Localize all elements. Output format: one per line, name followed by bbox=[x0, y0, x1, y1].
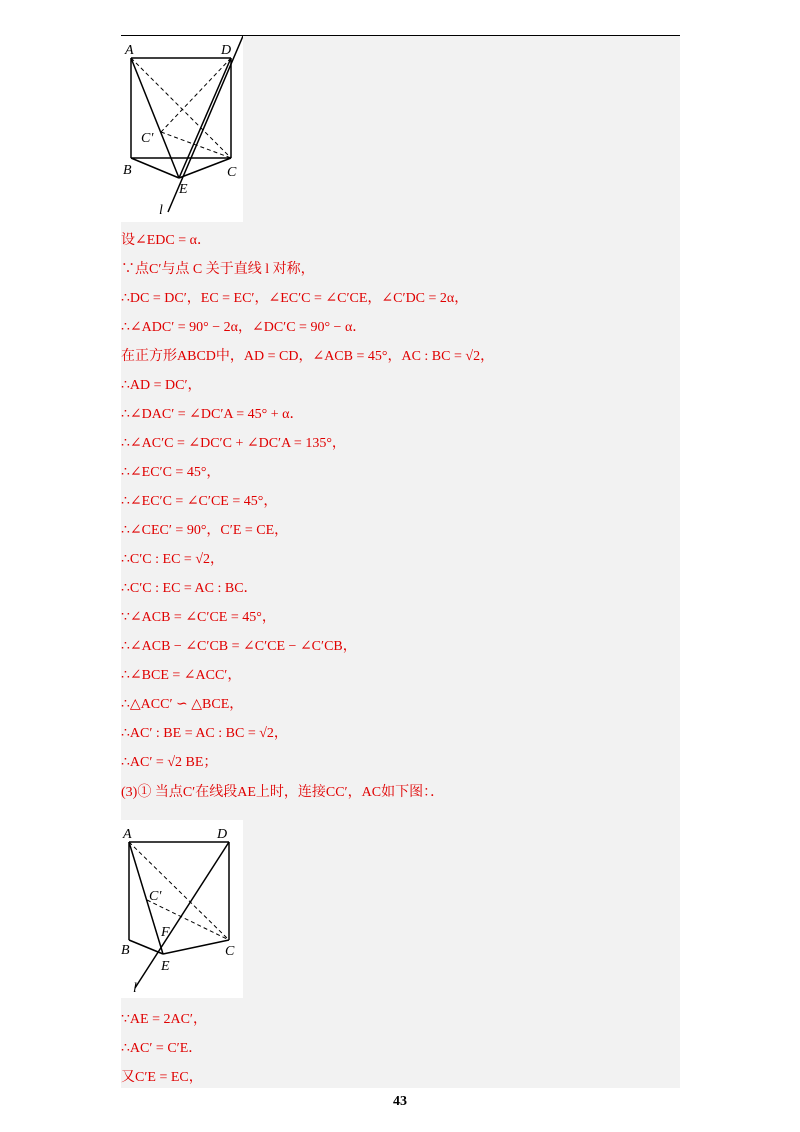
proof-line: 设∠EDC = α． bbox=[121, 233, 211, 248]
label-C-prime: C′ bbox=[141, 131, 154, 146]
label-D: D bbox=[221, 43, 232, 58]
page-number: 43 bbox=[393, 1094, 407, 1109]
label-D: D bbox=[217, 827, 228, 842]
proof-line: (3)① 当点C′在线段AE上时，连接CC′，AC如下图：． bbox=[121, 785, 445, 800]
geometry-figure-2 bbox=[121, 820, 243, 998]
proof-line: ∵点C′与点 C 关于直线 l 对称， bbox=[121, 262, 315, 277]
proof-line: ∴△ACC′ ∽ △BCE， bbox=[121, 697, 244, 712]
proof-line: ∴∠EC′C = 45°， bbox=[121, 465, 221, 480]
label-C: C bbox=[225, 944, 235, 959]
proof-line: ∴∠ADC′ = 90° − 2α，∠DC′C = 90° − α． bbox=[121, 320, 367, 335]
proof-line: ∴∠DAC′ = ∠DC′A = 45° + α． bbox=[121, 407, 304, 422]
proof-line: ∴∠CEC′ = 90°，C′E = CE， bbox=[121, 523, 289, 538]
proof-line: ∴C′C : EC = √2， bbox=[121, 552, 225, 567]
proof-line: ∴AC′ = C′E． bbox=[121, 1041, 203, 1056]
proof-line: ∵AE = 2AC′， bbox=[121, 1012, 207, 1027]
proof-line: 又C′E = EC， bbox=[121, 1070, 203, 1085]
proof-line: ∴∠AC′C = ∠DC′C + ∠DC′A = 135°， bbox=[121, 436, 346, 451]
label-l: l bbox=[159, 203, 163, 218]
label-A: A bbox=[123, 827, 132, 842]
label-E: E bbox=[179, 182, 188, 197]
proof-line: ∴AC′ : BE = AC : BC = √2， bbox=[121, 726, 288, 741]
proof-line: ∴∠ACB − ∠C′CB = ∠C′CE − ∠C′CB， bbox=[121, 639, 357, 654]
label-C-prime: C′ bbox=[149, 889, 162, 904]
proof-line: ∴∠EC′C = ∠C′CE = 45°， bbox=[121, 494, 278, 509]
proof-line: ∴C′C : EC = AC : BC． bbox=[121, 581, 258, 596]
proof-line: ∴AD = DC′， bbox=[121, 378, 202, 393]
label-C: C bbox=[227, 165, 237, 180]
label-F: F bbox=[161, 925, 170, 940]
proof-line: ∴DC = DC′，EC = EC′，∠EC′C = ∠C′CE，∠C′DC = 2α， bbox=[121, 291, 469, 306]
proof-line: ∵∠ACB = ∠C′CE = 45°， bbox=[121, 610, 276, 625]
geometry-figure-1 bbox=[121, 36, 243, 222]
label-E: E bbox=[161, 959, 170, 974]
label-l: l bbox=[133, 981, 137, 996]
proof-line: ∴AC′ = √2 BE； bbox=[121, 755, 218, 770]
label-B: B bbox=[123, 163, 132, 178]
proof-line: 在正方形ABCD中，AD = CD，∠ACB = 45°，AC : BC = √2， bbox=[121, 349, 495, 364]
label-A: A bbox=[125, 43, 134, 58]
proof-line: ∴∠BCE = ∠ACC′， bbox=[121, 668, 242, 683]
label-B: B bbox=[121, 943, 130, 958]
